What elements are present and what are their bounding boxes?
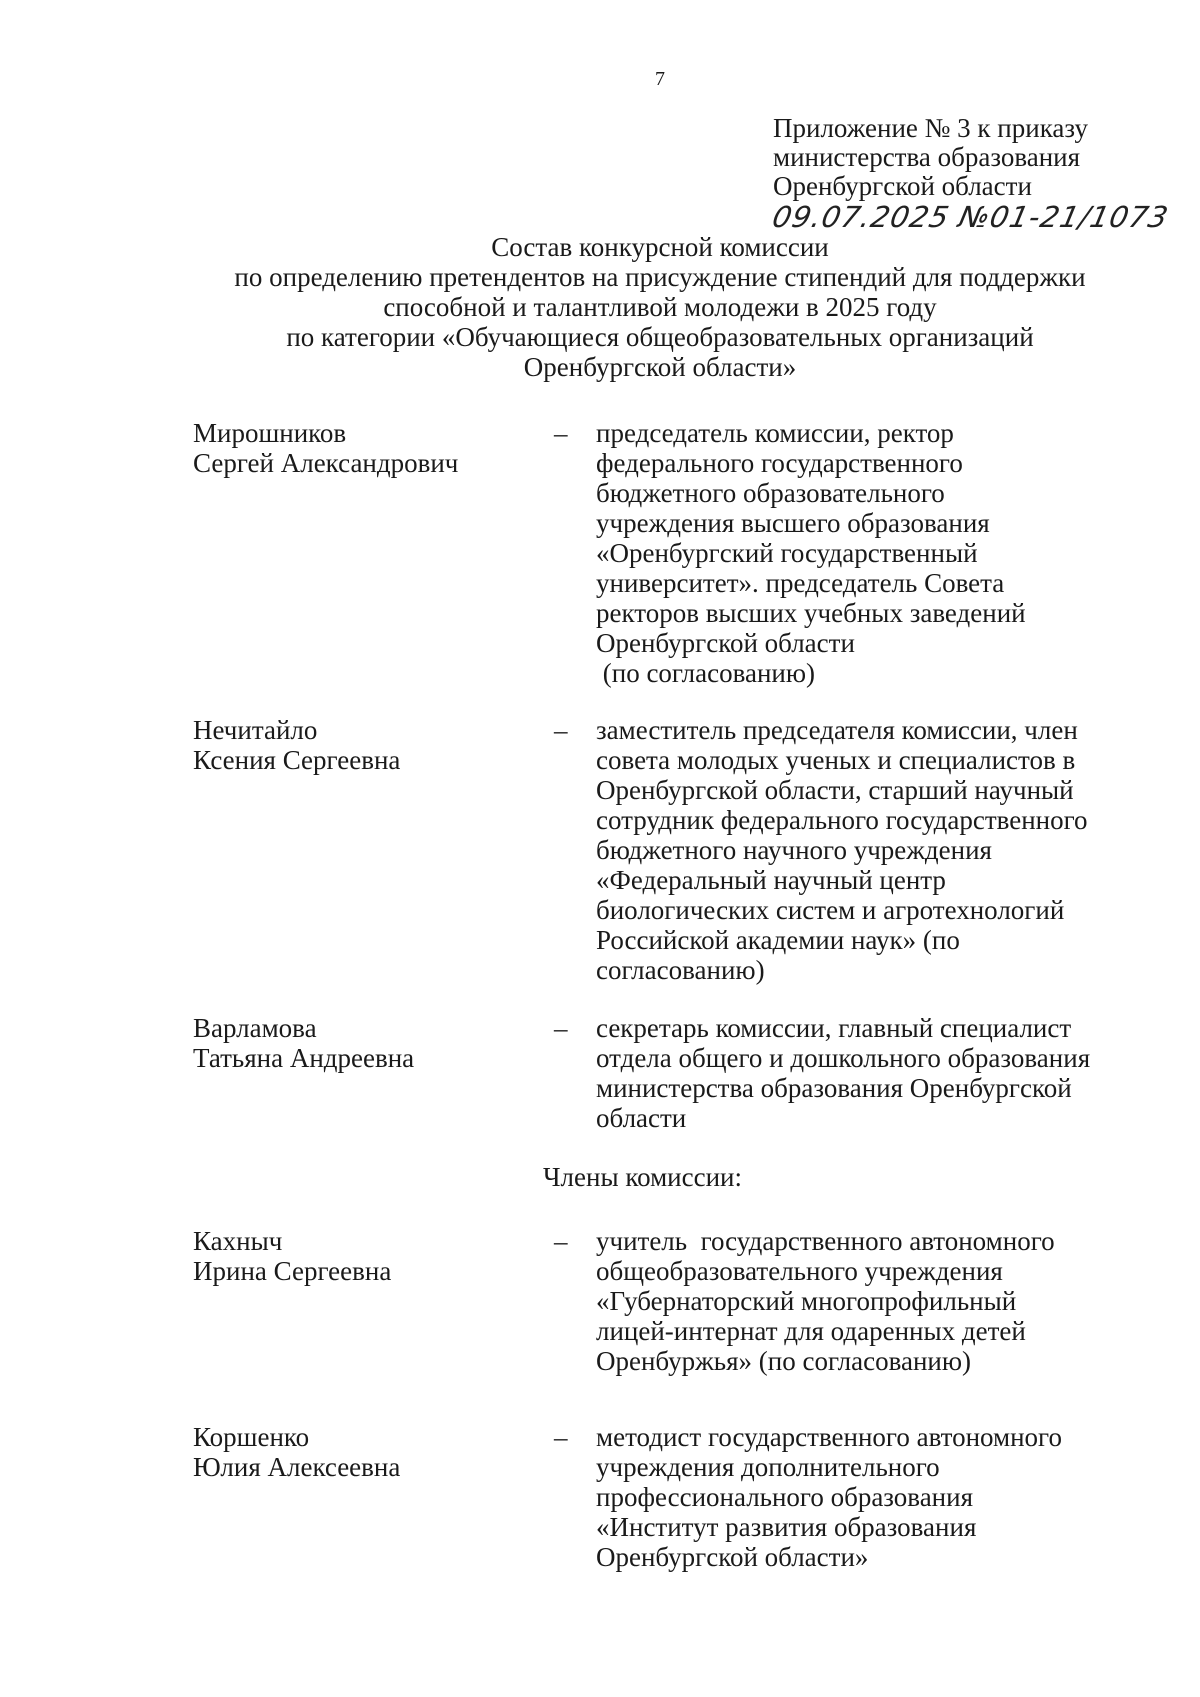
member-description — [596, 1422, 1062, 1572]
description-line: Оренбуржья» (по согласованию) — [596, 1346, 972, 1376]
member-surname: Мирошников — [193, 418, 347, 448]
description-line: учреждения дополнительного — [596, 1452, 940, 1482]
description-line: (по согласованию) — [596, 658, 816, 688]
description-line: учреждения высшего образования — [596, 508, 990, 538]
description-line: «Губернаторский многопрофильный — [596, 1286, 1017, 1316]
description-line: «Федеральный научный центр — [596, 865, 946, 895]
member-name — [193, 1013, 414, 1073]
member-surname: Варламова — [193, 1013, 317, 1043]
dash-separator: – — [554, 418, 568, 448]
description-line: секретарь комиссии, главный специалист — [596, 1013, 1072, 1043]
member-description — [596, 1013, 1090, 1133]
member-given-names: Юлия Алексеевна — [193, 1452, 401, 1482]
member-surname: Нечитайло — [193, 715, 318, 745]
member-given-names: Ирина Сергеевна — [193, 1256, 392, 1286]
member-description — [596, 1226, 1055, 1376]
description-line: общеобразовательного учреждения — [596, 1256, 1003, 1286]
member-name — [193, 418, 458, 478]
description-line: бюджетного научного учреждения — [596, 835, 992, 865]
description-line: заместитель председателя комиссии, член — [596, 715, 1078, 745]
appendix-line: Оренбургской области — [773, 171, 1032, 201]
description-line: области — [596, 1103, 687, 1133]
title-line: способной и талантливой молодежи в 2025 году — [383, 292, 937, 322]
title-line: Оренбургской области» — [523, 352, 797, 382]
member-name — [193, 1226, 391, 1286]
dash-separator: – — [554, 1013, 568, 1043]
member-given-names: Татьяна Андреевна — [193, 1043, 415, 1073]
title-line: по определению претендентов на присуждение стипендий для поддержки — [234, 262, 1086, 292]
page-number: 7 — [655, 68, 665, 90]
description-line: ректоров высших учебных заведений — [596, 598, 1026, 628]
description-line: университет». председатель Совета — [596, 568, 1005, 598]
description-line: биологических систем и агротехнологий — [596, 895, 1065, 925]
members-section-heading: Члены комиссии: — [543, 1162, 742, 1192]
description-line: учитель государственного автономного — [596, 1226, 1055, 1256]
description-line: согласованию) — [596, 955, 765, 985]
description-line: лицей-интернат для одаренных детей — [596, 1316, 1026, 1346]
description-line: «Институт развития образования — [596, 1512, 977, 1542]
appendix-line: Приложение № 3 к приказу — [773, 113, 1088, 143]
handwritten-order-date-number: 09.07.2025 №01-21/1073 — [769, 200, 1172, 234]
member-description — [596, 715, 1088, 985]
description-line: методист государственного автономного — [596, 1422, 1062, 1452]
dash-separator: – — [554, 715, 568, 745]
member-given-names: Сергей Александрович — [193, 448, 459, 478]
appendix-line: министерства образования — [773, 142, 1081, 172]
description-line: Оренбургской области» — [596, 1542, 869, 1572]
description-line: сотрудник федерального государственного — [596, 805, 1088, 835]
title-line: по категории «Обучающиеся общеобразовательных организаций — [286, 322, 1034, 352]
description-line: Оренбургской области — [596, 628, 855, 658]
member-description — [596, 418, 1026, 688]
member-name — [193, 715, 400, 775]
description-line: министерства образования Оренбургской — [596, 1073, 1072, 1103]
dash-separator: – — [554, 1422, 568, 1452]
description-line: Оренбургской области, старший научный — [596, 775, 1074, 805]
description-line: председатель комиссии, ректор — [596, 418, 954, 448]
description-line: отдела общего и дошкольного образования — [596, 1043, 1091, 1073]
description-line: бюджетного образовательного — [596, 478, 945, 508]
dash-separator: – — [554, 1226, 568, 1256]
title-line: Состав конкурсной комиссии — [491, 232, 829, 262]
member-surname: Коршенко — [193, 1422, 310, 1452]
description-line: совета молодых ученых и специалистов в — [596, 745, 1076, 775]
description-line: профессионального образования — [596, 1482, 973, 1512]
document-title — [150, 232, 1170, 382]
appendix-header — [773, 114, 1088, 201]
description-line: федерального государственного — [596, 448, 963, 478]
member-given-names: Ксения Сергеевна — [193, 745, 401, 775]
description-line: «Оренбургский государственный — [596, 538, 978, 568]
member-surname: Кахныч — [193, 1226, 283, 1256]
description-line: Российской академии наук» (по — [596, 925, 960, 955]
member-name — [193, 1422, 400, 1482]
